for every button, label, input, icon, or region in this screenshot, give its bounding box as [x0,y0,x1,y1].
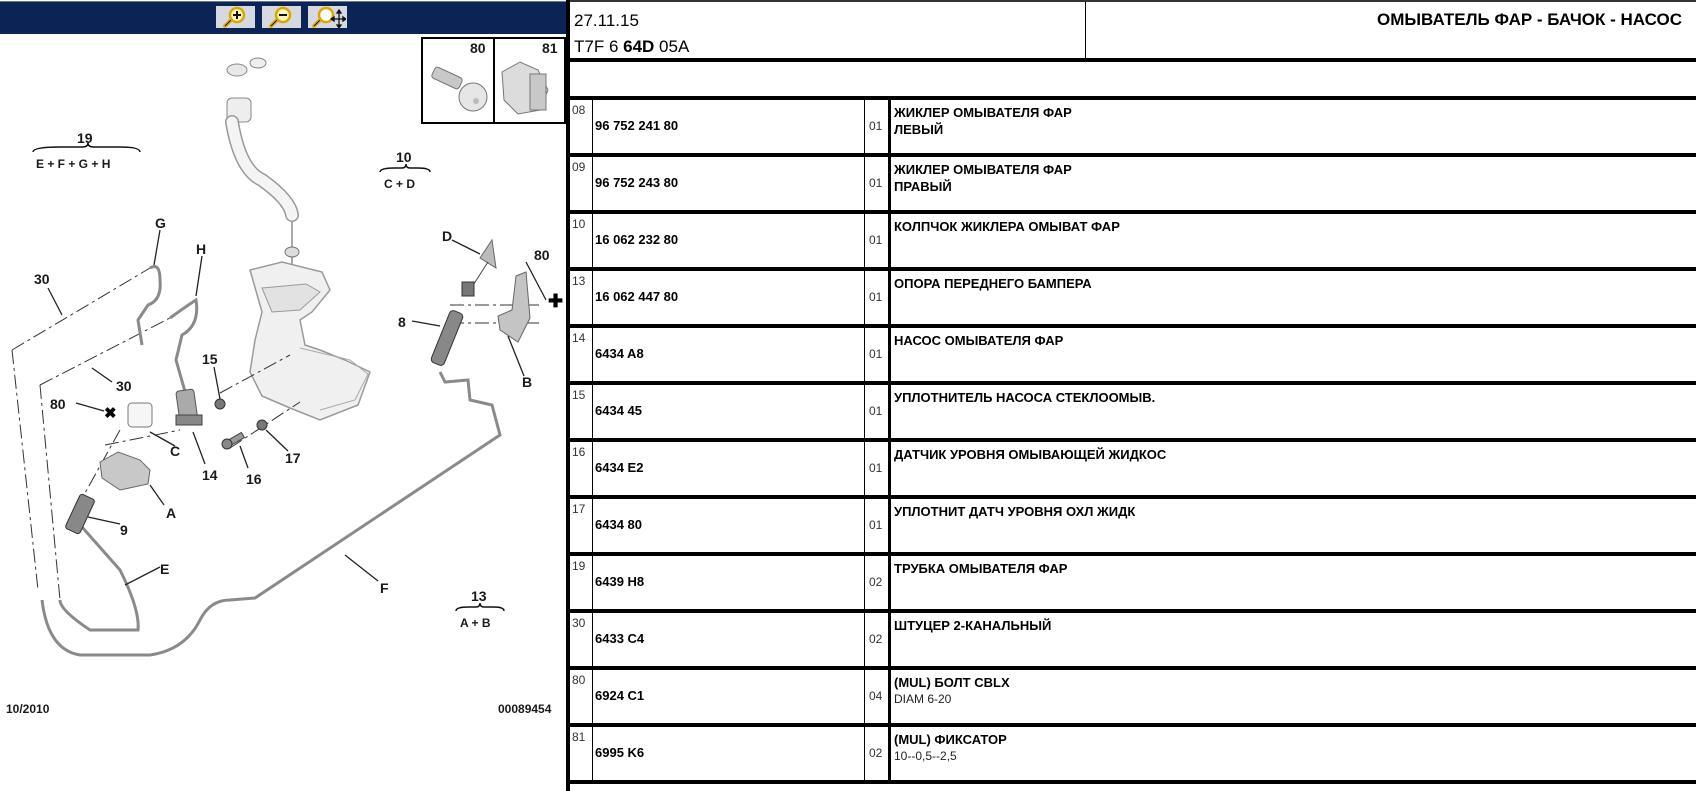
part-reference[interactable]: 6434 80 [592,499,864,552]
group-19-components: E + F + G + H [36,157,111,171]
callout-30-bottom: 30 [116,378,132,394]
table-row[interactable] [570,613,1696,670]
fixing-point-cross-icon: ✚ [548,291,564,311]
callout-14: 14 [202,467,218,483]
item-number: 19 [572,559,586,573]
magnifier-minus-icon [265,6,299,28]
description [888,670,1696,723]
quantity: 01 [864,100,888,153]
item-number: 15 [572,388,586,402]
quantity: 01 [864,271,888,324]
callout-80-right: 80 [534,247,550,263]
callout-15: 15 [202,351,218,367]
description-secondary: ПРАВЫЙ [894,179,952,194]
description [888,100,1696,153]
diagram-panel [0,0,566,791]
item-number: 08 [572,103,586,117]
inset-label-80: 80 [470,40,486,56]
diagram-toolbar [0,1,566,34]
magnifier-plus-icon [219,6,253,28]
part-reference[interactable]: 6433 C4 [592,613,864,666]
part-reference[interactable]: 6995 K6 [592,727,864,780]
code-suffix: 05A [654,37,690,56]
description-main: ЖИКЛЕР ОМЫВАТЕЛЯ ФАР [894,162,1072,177]
table-row[interactable] [570,670,1696,727]
group-19-part: 19 [77,130,93,146]
part-reference[interactable]: 6434 A8 [592,328,864,381]
quantity: 01 [864,442,888,495]
callout-80-left: 80 [50,396,66,412]
filler-neck [227,98,299,290]
callout-B: B [522,374,533,390]
table-row[interactable] [570,328,1696,385]
parts-table [570,100,1696,784]
callout-A: A [166,505,177,521]
diagram-code: 00089454 [498,702,552,716]
item-number: 13 [572,274,586,288]
description-main: ТРУБКА ОМЫВАТЕЛЯ ФАР [894,561,1068,576]
description [888,442,1696,495]
description-note: DIAM 6-20 [894,692,952,706]
callout-16: 16 [246,471,262,487]
reservoir-cap [227,58,266,76]
header-date: 27.11.15 [574,11,639,30]
item-number: 16 [572,445,586,459]
group-13 [456,588,504,630]
page-title: ОМЫВАТЕЛЬ ФАР - БАЧОК - НАСОС [1377,10,1682,29]
quantity: 01 [864,499,888,552]
group-10-part: 10 [396,149,412,165]
callout-C: C [170,443,181,459]
quantity: 01 [864,157,888,210]
callout-E: E [160,561,170,577]
quantity: 02 [864,556,888,609]
table-row[interactable] [570,499,1696,556]
group-10-components: C + D [384,177,416,191]
zoom-out-button[interactable] [262,6,301,28]
callout-8: 8 [398,314,406,330]
item-number: 09 [572,160,586,174]
part-reference[interactable]: 6924 C1 [592,670,864,723]
quantity: 02 [864,613,888,666]
bumper-bracket [498,272,530,342]
fixing-point-cross-icon: ✖ [104,405,117,422]
group-13-components: A + B [460,616,491,630]
item-number: 80 [572,673,586,687]
inset-fasteners [422,38,565,123]
table-row[interactable] [570,442,1696,499]
seal-17 [257,420,267,430]
item-number: 10 [572,217,586,231]
part-reference[interactable]: 6434 E2 [592,442,864,495]
header-code [574,34,1085,60]
part-reference[interactable]: 16 062 447 80 [592,271,864,324]
description-main: ШТУЦЕР 2-КАНАЛЬНЫЙ [894,618,1052,633]
parts-panel [566,0,1696,791]
description-main: ОПОРА ПЕРЕДНЕГО БАМПЕРА [894,276,1092,291]
code-prefix: T7F 6 [574,37,624,56]
diagram-date: 10/2010 [6,702,50,716]
description-note: 10--0,5--2,5 [894,749,957,763]
description [888,385,1696,438]
jet-cover [128,403,152,427]
description-main: ЖИКЛЕР ОМЫВАТЕЛЯ ФАР [894,105,1072,120]
item-number: 81 [572,730,586,744]
item-number: 30 [572,616,586,630]
group-13-part: 13 [471,588,487,604]
table-row[interactable] [570,214,1696,271]
description [888,214,1696,267]
pan-button[interactable] [308,6,347,28]
description [888,556,1696,609]
callout-17: 17 [285,450,301,466]
table-row[interactable] [570,100,1696,157]
callout-F: F [380,580,389,596]
description-secondary: ЛЕВЫЙ [894,122,944,137]
description-main: НАСОС ОМЫВАТЕЛЯ ФАР [894,333,1064,348]
table-row[interactable] [570,385,1696,442]
part-reference[interactable]: 6439 H8 [592,556,864,609]
inset-label-81: 81 [542,40,558,56]
seal-15 [215,399,225,409]
callout-H: H [196,241,207,257]
item-number: 17 [572,502,586,516]
item-number: 14 [572,331,586,345]
quantity: 01 [864,328,888,381]
description-main: (MUL) БОЛТ CBLX [894,675,1010,690]
quantity: 02 [864,727,888,780]
group-10 [380,149,430,191]
group-19 [33,130,140,171]
description-main: УПЛОТНИТЕЛЬ НАСОСА СТЕКЛООМЫВ. [894,390,1156,405]
description-main: КОЛПЧОК ЖИКЛЕРА ОМЫВАТ ФАР [894,219,1120,234]
header-subrow [570,62,1696,96]
description [888,157,1696,210]
description-main: (MUL) ФИКСАТОР [894,732,1007,747]
description [888,499,1696,552]
description-main: ДАТЧИК УРОВНЯ ОМЫВАЮЩЕЙ ЖИДКОС [894,447,1167,462]
description [888,328,1696,381]
callout-G: G [155,215,166,231]
washer-reservoir [250,262,370,420]
quantity: 04 [864,670,888,723]
description [888,271,1696,324]
code-bold: 64D [623,37,655,56]
quantity: 01 [864,214,888,267]
exploded-parts-diagram [0,34,566,791]
part-reference[interactable]: 96 752 243 80 [592,157,864,210]
description [888,613,1696,666]
header [570,0,1696,60]
table-row[interactable] [570,271,1696,328]
table-row[interactable] [570,556,1696,613]
pump [176,389,202,425]
description [888,727,1696,780]
description-main: УПЛОТНИТ ДАТЧ УРОВНЯ ОХЛ ЖИДК [894,504,1136,519]
magnifier-move-icon [310,6,346,28]
callout-9: 9 [120,522,128,538]
headlamp-jet-right [430,240,496,367]
zoom-in-button[interactable] [216,6,255,28]
part-reference[interactable]: 6434 45 [592,385,864,438]
header-info [570,2,1086,60]
part-reference[interactable]: 96 752 241 80 [592,100,864,153]
callout-30-top: 30 [34,271,50,287]
table-row[interactable] [570,157,1696,214]
callout-D: D [442,228,453,244]
table-row[interactable] [570,727,1696,784]
quantity: 01 [864,385,888,438]
headlamp-jet-left [65,452,150,535]
part-reference[interactable]: 16 062 232 80 [592,214,864,267]
